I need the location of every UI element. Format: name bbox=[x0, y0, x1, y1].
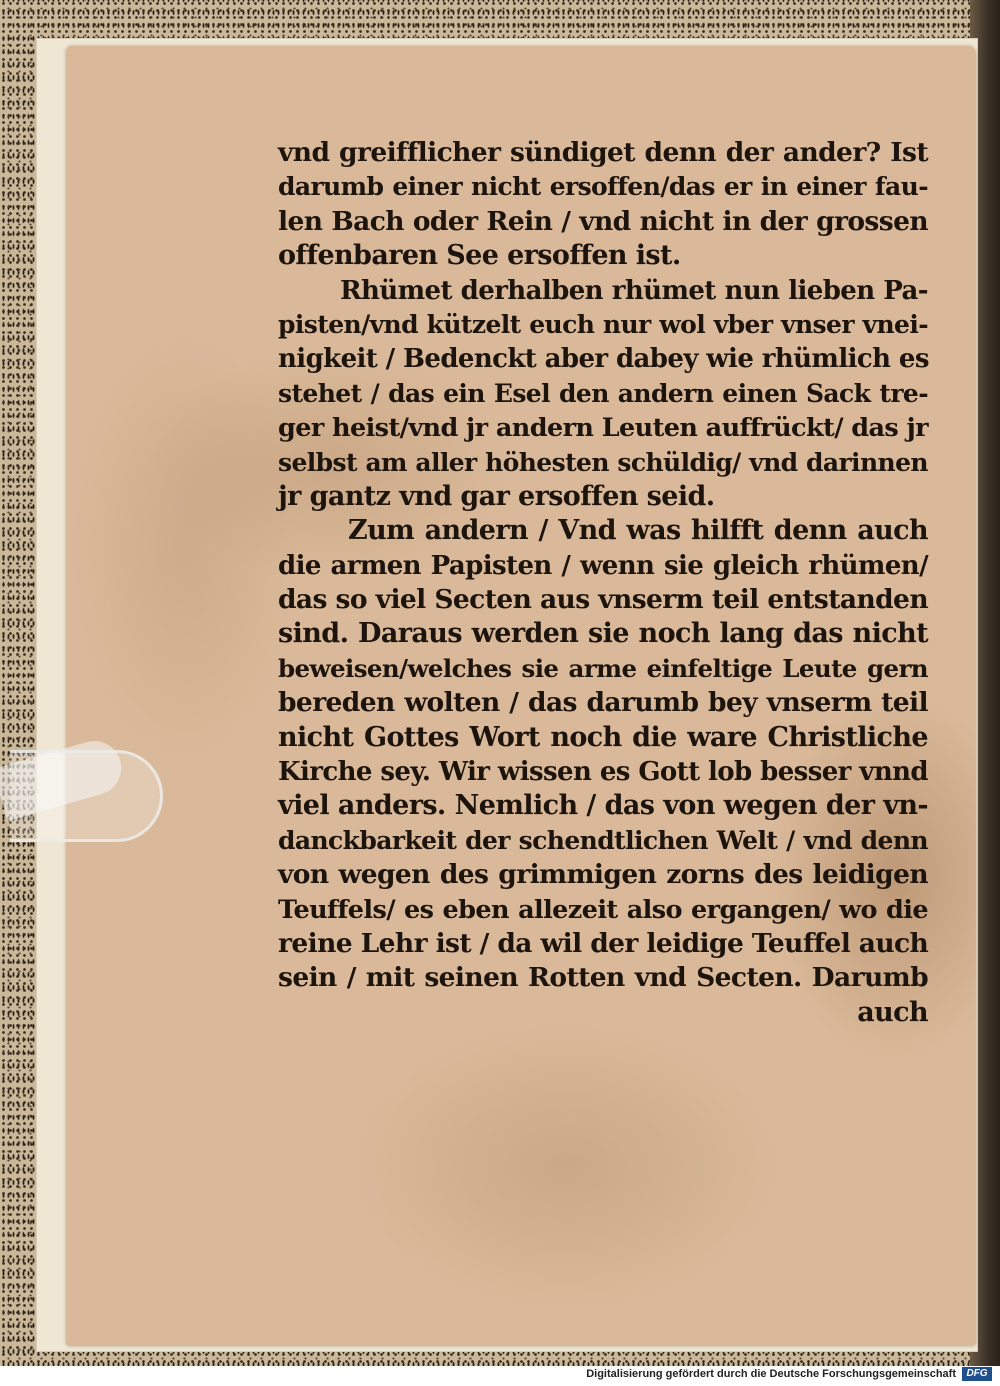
text-line: das so viel Secten aus vnserm teil entstanden bbox=[278, 584, 928, 616]
text-line: Rhümet derhalben rhümet nun lieben Pa- bbox=[340, 275, 928, 306]
text-line: Zum andern / Vnd was hilfft denn auch bbox=[348, 515, 928, 547]
dfg-logo: DFG bbox=[962, 1367, 992, 1381]
text-line: bereden wolten / das darumb bey vnserm teil bbox=[278, 687, 928, 719]
text-line: die armen Papisten / wenn sie gleich rhümen/ bbox=[278, 550, 928, 581]
catchword: auch bbox=[857, 996, 928, 1028]
text-line: selbst am aller höhesten schüldig/ vnd darinnen bbox=[278, 447, 928, 477]
text-line: jr gantz vnd gar ersoffen seid. bbox=[278, 480, 715, 512]
text-line: von wegen des grimmigen zorns des leidigen bbox=[278, 859, 928, 891]
text-line: beweisen/welches sie arme einfeltige Leute gern bbox=[278, 653, 928, 683]
text-line: viel anders. Nemlich / das von wegen der vn- bbox=[278, 790, 928, 822]
text-line: pisten/vnd kützelt euch nur wol vber vnser vnei- bbox=[278, 309, 928, 339]
text-line: Teuffels/ es eben allezeit also ergangen/ wo die bbox=[278, 894, 928, 925]
text-line: sind. Daraus werden sie noch lang das nicht bbox=[278, 618, 928, 650]
funding-credit: Digitalisierung gefördert durch die Deutsche Forschungsgemeinschaft bbox=[586, 1368, 956, 1380]
text-line: nicht Gottes Wort noch die ware Christliche bbox=[278, 721, 928, 753]
text-line: ger heist/vnd jr andern Leuten auffrückt/ das jr bbox=[278, 413, 928, 444]
text-line: danckbarkeit der schendtlichen Welt / vnd denn bbox=[278, 825, 928, 855]
text-line: nigkeit / Bedenckt aber dabey wie rhümlich es bbox=[278, 344, 929, 375]
text-line: Kirche sey. Wir wissen es Gott lob besser vnnd bbox=[278, 757, 928, 788]
text-line: reine Lehr ist / da wil der leidige Teuffel auch bbox=[278, 927, 929, 959]
text-line: len Bach oder Rein / vnd nicht in der grossen bbox=[278, 205, 928, 237]
text-line: vnd greifflicher sündiget denn der ander? Ist bbox=[278, 137, 928, 168]
page-text bbox=[278, 136, 928, 1030]
text-line: stehet / das ein Esel den andern einen Sack tre- bbox=[278, 378, 928, 408]
text-line: sein / mit seinen Rotten vnd Secten. Darumb bbox=[278, 962, 928, 994]
text-line: darumb einer nicht ersoffen/das er in einer fau- bbox=[278, 172, 928, 202]
text-line: offenbaren See ersoffen ist. bbox=[278, 240, 681, 272]
glass-clip bbox=[10, 750, 163, 842]
